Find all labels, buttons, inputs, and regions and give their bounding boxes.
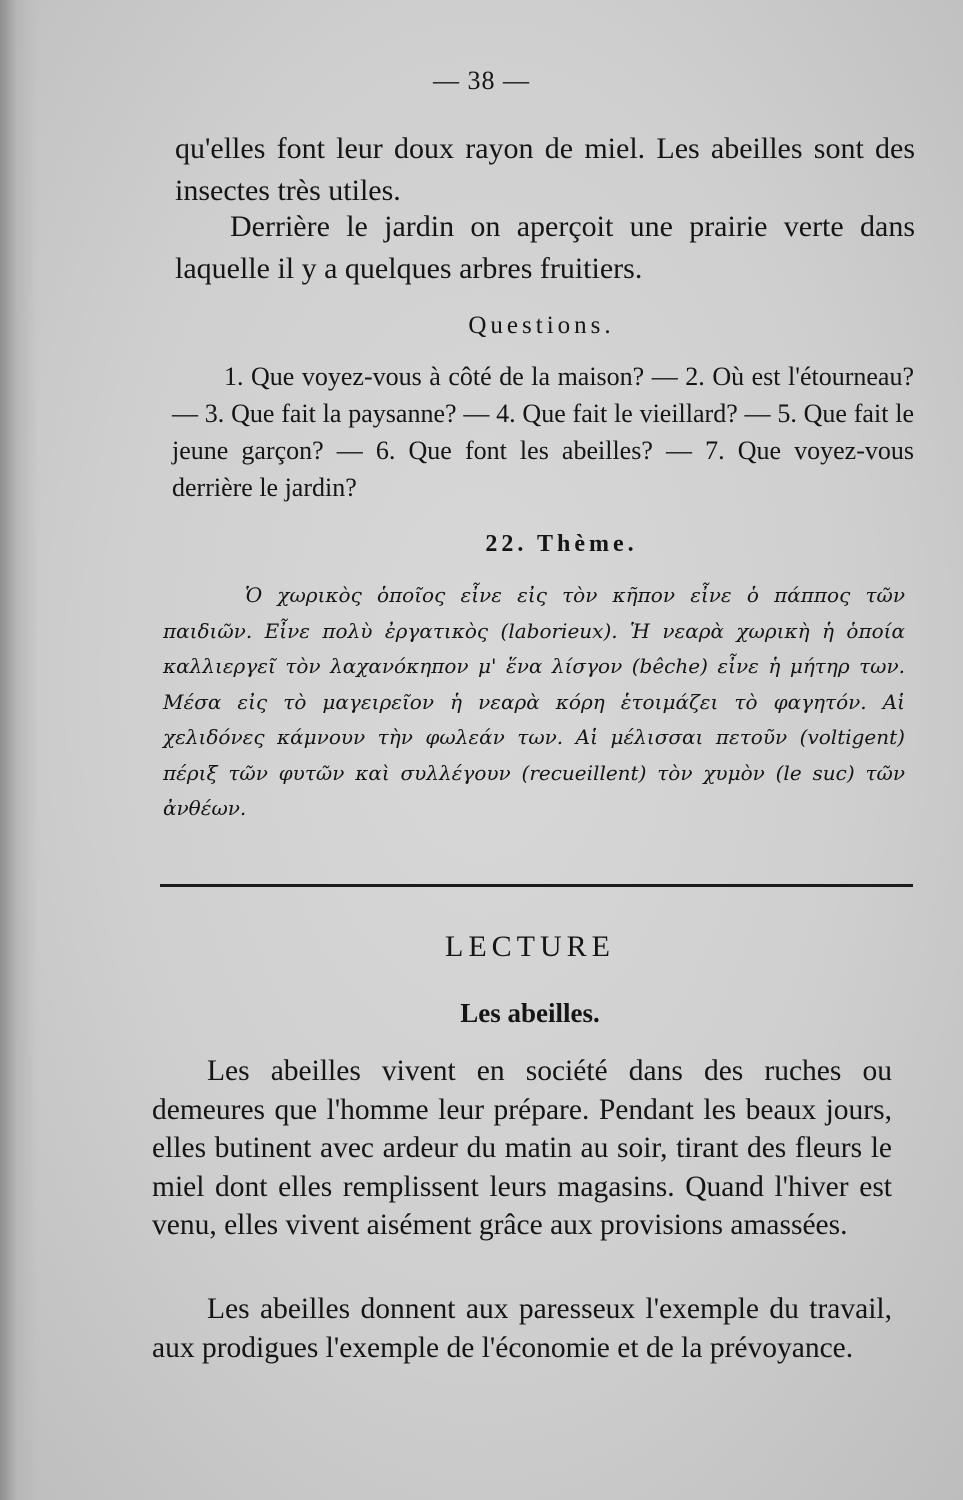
- lecture-subheading: Les abeilles.: [460, 998, 600, 1028]
- theme-text: Ὁ χωρικὸς ὁποῖος εἶνε εἰς τὸν κῆπον εἶνε ὁ πάππος τῶν παιδιῶν. Εἶνε πολὺ ἐργατικὸς (laborieux). Ἡ νεαρὰ χωρικὴ ἡ ὁποία καλλιεργεῖ τὸν λαχανόκηπον μ' ἕνα λίσγον (bêche) εἶνε ἡ μήτηρ των. Μέσα εἰς τὸ μαγειρεῖον ἡ νεαρὰ κόρη ἑτοιμάζει τὸ φαγητόν. Αἱ χελιδόνες κάμνουν τὴν φωλεάν των. Αἱ μέλισσαι πετοῦν (voltigent) πέριξ τῶν φυτῶν καὶ συλλέγουν (recueillent) τὸν χυμὸν (le suc) τῶν ἀνθέων.: [163, 583, 905, 820]
- theme-heading: 22. Thème.: [485, 531, 638, 557]
- top-paragraph-2: Derrière le jardin on aperçoit une prairie verte dans laquelle il y a quelques arbres fruitiers.: [175, 210, 915, 285]
- section-divider: [160, 884, 913, 887]
- lecture-paragraph-2: Les abeilles donnent aux paresseux l'exemple du travail, aux prodigues l'exemple de l'économie et de la prévoyance.: [152, 1293, 892, 1364]
- gutter-shadow: [0, 0, 38, 1500]
- top-paragraph-1: qu'elles font leur doux rayon de miel. Les abeilles sont des insectes très utiles.: [175, 132, 915, 207]
- questions-text: 1. Que voyez-vous à côté de la maison? — 2. Où est l'étourneau? — 3. Que fait la paysanne? — 4. Que fait le vieillard? — 5. Que fait le jeune garçon? — 6. Que font les abeilles? — 7. Que voyez-vous derrière le jardin?: [172, 362, 914, 502]
- lecture-heading: LECTURE: [445, 930, 615, 963]
- questions-heading: Questions.: [468, 312, 615, 339]
- lecture-paragraph-1: Les abeilles vivent en société dans des ruches ou demeures que l'homme leur prépare. Pendant les beaux jours, elles butinent avec ardeur du matin au soir, tirant des fleurs le miel dont elles remplissent leurs magasins. Quand l'hiver est venu, elles vivent aisément grâce aux provisions amassées.: [152, 1055, 892, 1241]
- page-number: — 38 —: [433, 66, 530, 95]
